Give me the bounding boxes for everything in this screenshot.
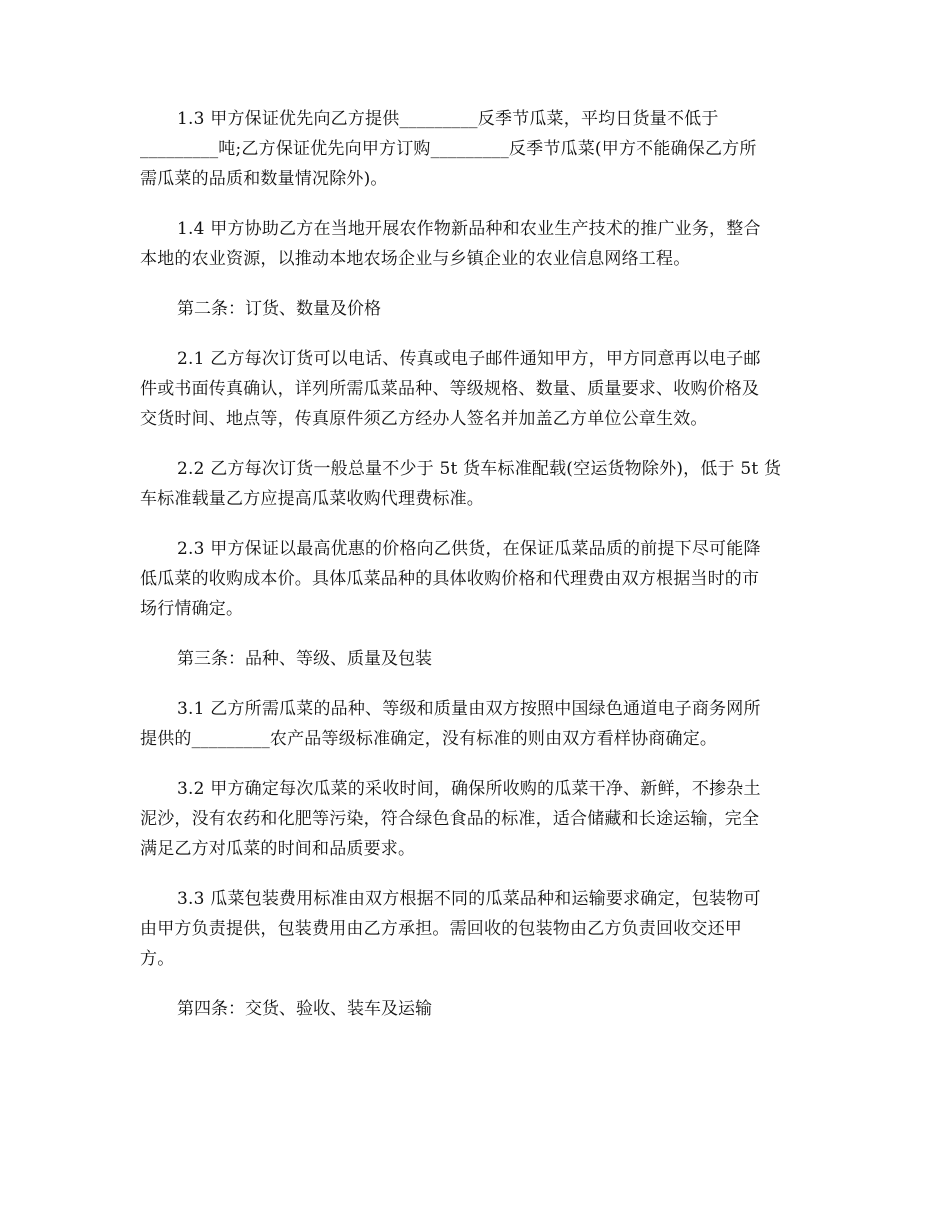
text-line: 交货时间、地点等，传真原件须乙方经办人签名并加盖乙方单位公章生效。 [140, 409, 708, 429]
clause-2-3 [140, 534, 812, 624]
clause-2-2 [140, 454, 812, 514]
heading-text: 第四条：交货、验收、装车及运输 [177, 999, 432, 1019]
clause-3-3 [140, 884, 812, 974]
text-line: 1.4 甲方协助乙方在当地开展农作物新品种和农业生产技术的推广业务，整合 [177, 219, 761, 239]
text-line: 2.1 乙方每次订货可以电话、传真或电子邮件通知甲方，甲方同意再以电子邮 [177, 349, 761, 369]
clause-1-4 [140, 214, 812, 274]
text-line: 提供的_________农产品等级标准确定，没有标准的则由双方看样协商确定。 [140, 729, 718, 749]
section-heading-2 [140, 294, 812, 324]
text-line: 3.2 甲方确定每次瓜菜的采收时间，确保所收购的瓜菜干净、新鲜，不掺杂土 [177, 779, 761, 799]
text-line: 低瓜菜的收购成本价。具体瓜菜品种的具体收购价格和代理费由双方根据当时的市 [140, 569, 760, 589]
text-line: 由甲方负责提供，包装费用由乙方承担。需回收的包装物由乙方负责回收交还甲 [140, 919, 742, 939]
text-line: 车标准载量乙方应提高瓜菜收购代理费标准。 [140, 489, 484, 509]
text-line: 泥沙，没有农药和化肥等污染，符合绿色食品的标准，适合储藏和长途运输，完全 [140, 809, 760, 829]
text-line: 需瓜菜的品质和数量情况除外)。 [140, 169, 388, 189]
clause-2-1 [140, 344, 812, 434]
clause-1-3 [140, 104, 812, 194]
text-line: 本地的农业资源，以推动本地农场企业与乡镇企业的农业信息网络工程。 [140, 249, 691, 269]
clause-3-1 [140, 694, 812, 754]
section-heading-3 [140, 644, 812, 674]
text-line: 场行情确定。 [140, 599, 244, 619]
clause-3-2 [140, 774, 812, 864]
text-line: 件或书面传真确认，详列所需瓜菜品种、等级规格、数量、质量要求、收购价格及 [140, 379, 760, 399]
text-line: _________吨;乙方保证优先向甲方订购_________反季节瓜菜(甲方不能确保乙方所 [140, 139, 757, 159]
heading-text: 第二条：订货、数量及价格 [177, 299, 381, 319]
text-line: 3.1 乙方所需瓜菜的品种、等级和质量由双方按照中国绿色通道电子商务网所 [177, 699, 761, 719]
heading-text: 第三条：品种、等级、质量及包装 [177, 649, 432, 669]
text-line: 1.3 甲方保证优先向乙方提供_________反季节瓜菜，平均日货量不低于 [177, 109, 719, 129]
text-line: 满足乙方对瓜菜的时间和品质要求。 [140, 839, 416, 859]
section-heading-4 [140, 994, 812, 1024]
text-line: 2.3 甲方保证以最高优惠的价格向乙供货，在保证瓜菜品质的前提下尽可能降 [177, 539, 761, 559]
document-page [140, 104, 812, 1044]
text-line: 3.3 瓜菜包装费用标准由双方根据不同的瓜菜品种和运输要求确定，包装物可 [177, 889, 761, 909]
text-line: 2.2 乙方每次订货一般总量不少于 5t 货车标准配载(空运货物除外)，低于 5t 货 [177, 459, 782, 479]
text-line: 方。 [140, 949, 175, 969]
